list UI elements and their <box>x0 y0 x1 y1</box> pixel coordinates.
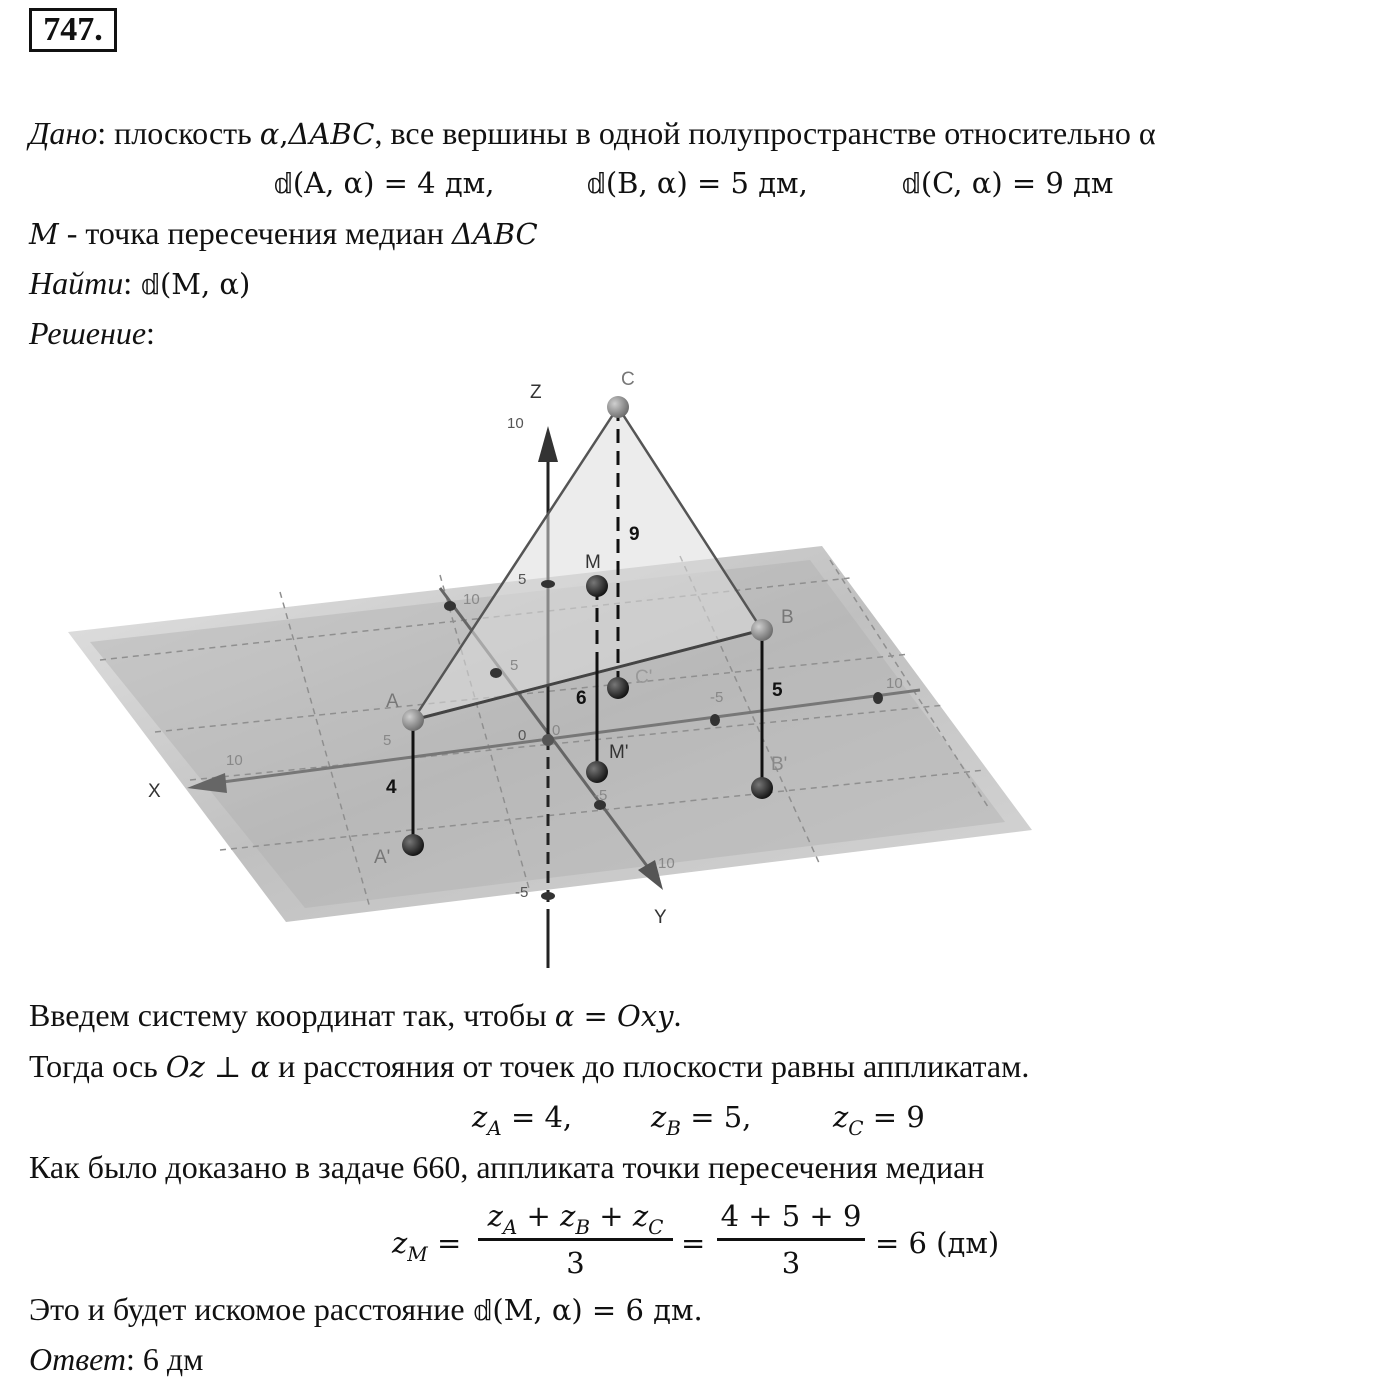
distance-a <box>273 162 494 204</box>
given-text-2: , все вершины в одной полупространстве относительно α <box>374 115 1156 151</box>
median-point-text: - точка пересечения медиан <box>58 215 452 251</box>
fraction-general <box>478 1196 673 1283</box>
label-axis-y: Y <box>654 907 667 928</box>
label-point-c: C <box>621 369 635 390</box>
label-point-m-prime: M' <box>609 742 629 763</box>
point-c-prime <box>607 677 629 699</box>
distance-symbol: 𝕕 <box>472 1294 493 1327</box>
segment-label-5: 5 <box>772 680 783 701</box>
answer-value: : 6 дм <box>126 1341 204 1377</box>
solution-colon: : <box>146 315 155 351</box>
axis-math: Oz ⊥ α <box>165 1050 271 1084</box>
tick-x-5: 5 <box>383 732 392 749</box>
equals-2: = <box>681 1226 706 1260</box>
z-subscript: A <box>487 1116 502 1140</box>
distance-c <box>901 162 1113 204</box>
line-proven: Как было доказано в задаче 660, аппликата точки пересечения медиан <box>29 1149 985 1185</box>
label-point-b-prime: B' <box>771 754 788 775</box>
distance-symbol: 𝕕 <box>273 167 293 200</box>
fraction-general-numerator: $z_A + z_B + z_C$ <box>487 1199 664 1239</box>
label-point-a-prime: A' <box>374 847 391 868</box>
distance-symbol: 𝕕 <box>586 167 606 200</box>
applicate-a <box>472 1096 572 1148</box>
intro-text: Введем систему координат так, чтобы <box>29 997 555 1033</box>
z-var: z <box>472 1100 488 1134</box>
distance-symbol: 𝕕 <box>901 167 921 200</box>
z-var: z <box>392 1226 408 1260</box>
given-comma: , <box>279 117 289 151</box>
line-answer <box>29 1339 203 1379</box>
fraction-bar <box>717 1238 865 1241</box>
find-label: Найти <box>29 265 124 301</box>
fraction-numeric-numerator: 4 + 5 + 9 <box>720 1199 862 1233</box>
axis-text-1: Тогда ось <box>29 1048 166 1084</box>
label-point-b: B <box>781 607 794 628</box>
segment-label-6: 6 <box>576 688 587 709</box>
point-c <box>607 396 629 418</box>
line-conclusion <box>29 1289 703 1331</box>
z-axis-arrow <box>538 426 558 462</box>
tick-origin: 0 <box>518 727 527 744</box>
z-c-value: = 9 <box>863 1100 925 1134</box>
fraction-numeric <box>717 1196 865 1283</box>
axis-text-2: и расстояния от точек до плоскости равны аппликатам. <box>270 1048 1030 1084</box>
find-line <box>29 263 250 305</box>
given-triangle: ΔABC <box>288 117 375 151</box>
formula-result: = 6 (дм) <box>875 1226 1000 1260</box>
given-alpha: α <box>259 117 280 151</box>
segment-label-4: 4 <box>386 777 397 798</box>
point-a-prime <box>402 834 424 856</box>
tick-z-10: 10 <box>507 415 524 432</box>
figure-3d-diagram <box>60 360 1050 980</box>
applicate-b <box>651 1096 751 1148</box>
label-axis-z: Z <box>530 382 542 403</box>
distance-c-expr: (C, α) = 9 дм <box>920 166 1114 200</box>
label-point-c-prime: C' <box>635 667 653 688</box>
line-axis-perp <box>29 1046 1029 1087</box>
tick-y-minus-5: -5 <box>594 787 608 804</box>
z-var: z <box>651 1100 667 1134</box>
tick-y-end-10: 10 <box>658 855 675 872</box>
median-point-var: M <box>29 217 59 251</box>
point-m-prime <box>586 761 608 783</box>
solution-label: Решение <box>29 315 147 351</box>
z-var: z <box>833 1100 849 1134</box>
label-point-m: M <box>585 552 601 573</box>
segment-label-9: 9 <box>629 524 640 545</box>
distance-b-expr: (B, α) = 5 дм, <box>605 166 808 200</box>
point-m <box>586 575 608 597</box>
equals: = <box>427 1226 462 1260</box>
intro-math: α = Oxy <box>554 999 674 1033</box>
line-introduce-coords <box>29 995 682 1036</box>
label-axis-x: X <box>148 781 161 802</box>
solution-line <box>29 313 155 353</box>
z-subscript: M <box>407 1242 428 1266</box>
point-b-prime <box>751 777 773 799</box>
z-subscript: C <box>848 1116 864 1140</box>
given-line <box>29 113 1156 154</box>
distance-symbol: 𝕕 <box>140 268 160 301</box>
formula-zm <box>392 1222 461 1274</box>
tick-z-5: 5 <box>518 571 527 588</box>
tick-z-minus-5: -5 <box>515 884 529 901</box>
given-colon: : <box>97 115 107 151</box>
distance-a-expr: (A, α) = 4 дм, <box>292 166 495 200</box>
tick-origin-2: 0 <box>552 722 561 739</box>
point-b <box>751 619 773 641</box>
z-a-value: = 4, <box>501 1100 573 1134</box>
conclusion-text: Это и будет искомое расстояние <box>29 1291 473 1327</box>
fraction-general-denominator: 3 <box>566 1246 585 1280</box>
fraction-numeric-denominator: 3 <box>781 1246 801 1280</box>
find-expr: (M, α) <box>159 267 251 301</box>
tick-x-end-10: 10 <box>886 675 903 692</box>
z-subscript: B <box>666 1116 681 1140</box>
tick-x-10: 10 <box>226 752 243 769</box>
label-point-a: A <box>386 691 399 712</box>
given-text-1: плоскость <box>106 115 260 151</box>
given-label: Дано <box>29 115 98 151</box>
intro-period: . <box>673 997 682 1033</box>
tick-y-5: 5 <box>510 657 519 674</box>
applicate-c <box>833 1096 925 1148</box>
point-a <box>402 709 424 731</box>
conclusion-math: (M, α) = 6 дм. <box>492 1293 703 1327</box>
tick-y-10: 10 <box>463 591 480 608</box>
answer-label: Ответ <box>29 1341 126 1377</box>
tick-x-minus-5: -5 <box>710 689 724 706</box>
z-b-value: = 5, <box>680 1100 752 1134</box>
median-point-line <box>29 213 538 254</box>
median-point-triangle: ΔABC <box>451 217 538 251</box>
find-colon: : <box>123 265 141 301</box>
problem-number: 747. <box>29 8 117 52</box>
distance-b <box>586 162 808 204</box>
